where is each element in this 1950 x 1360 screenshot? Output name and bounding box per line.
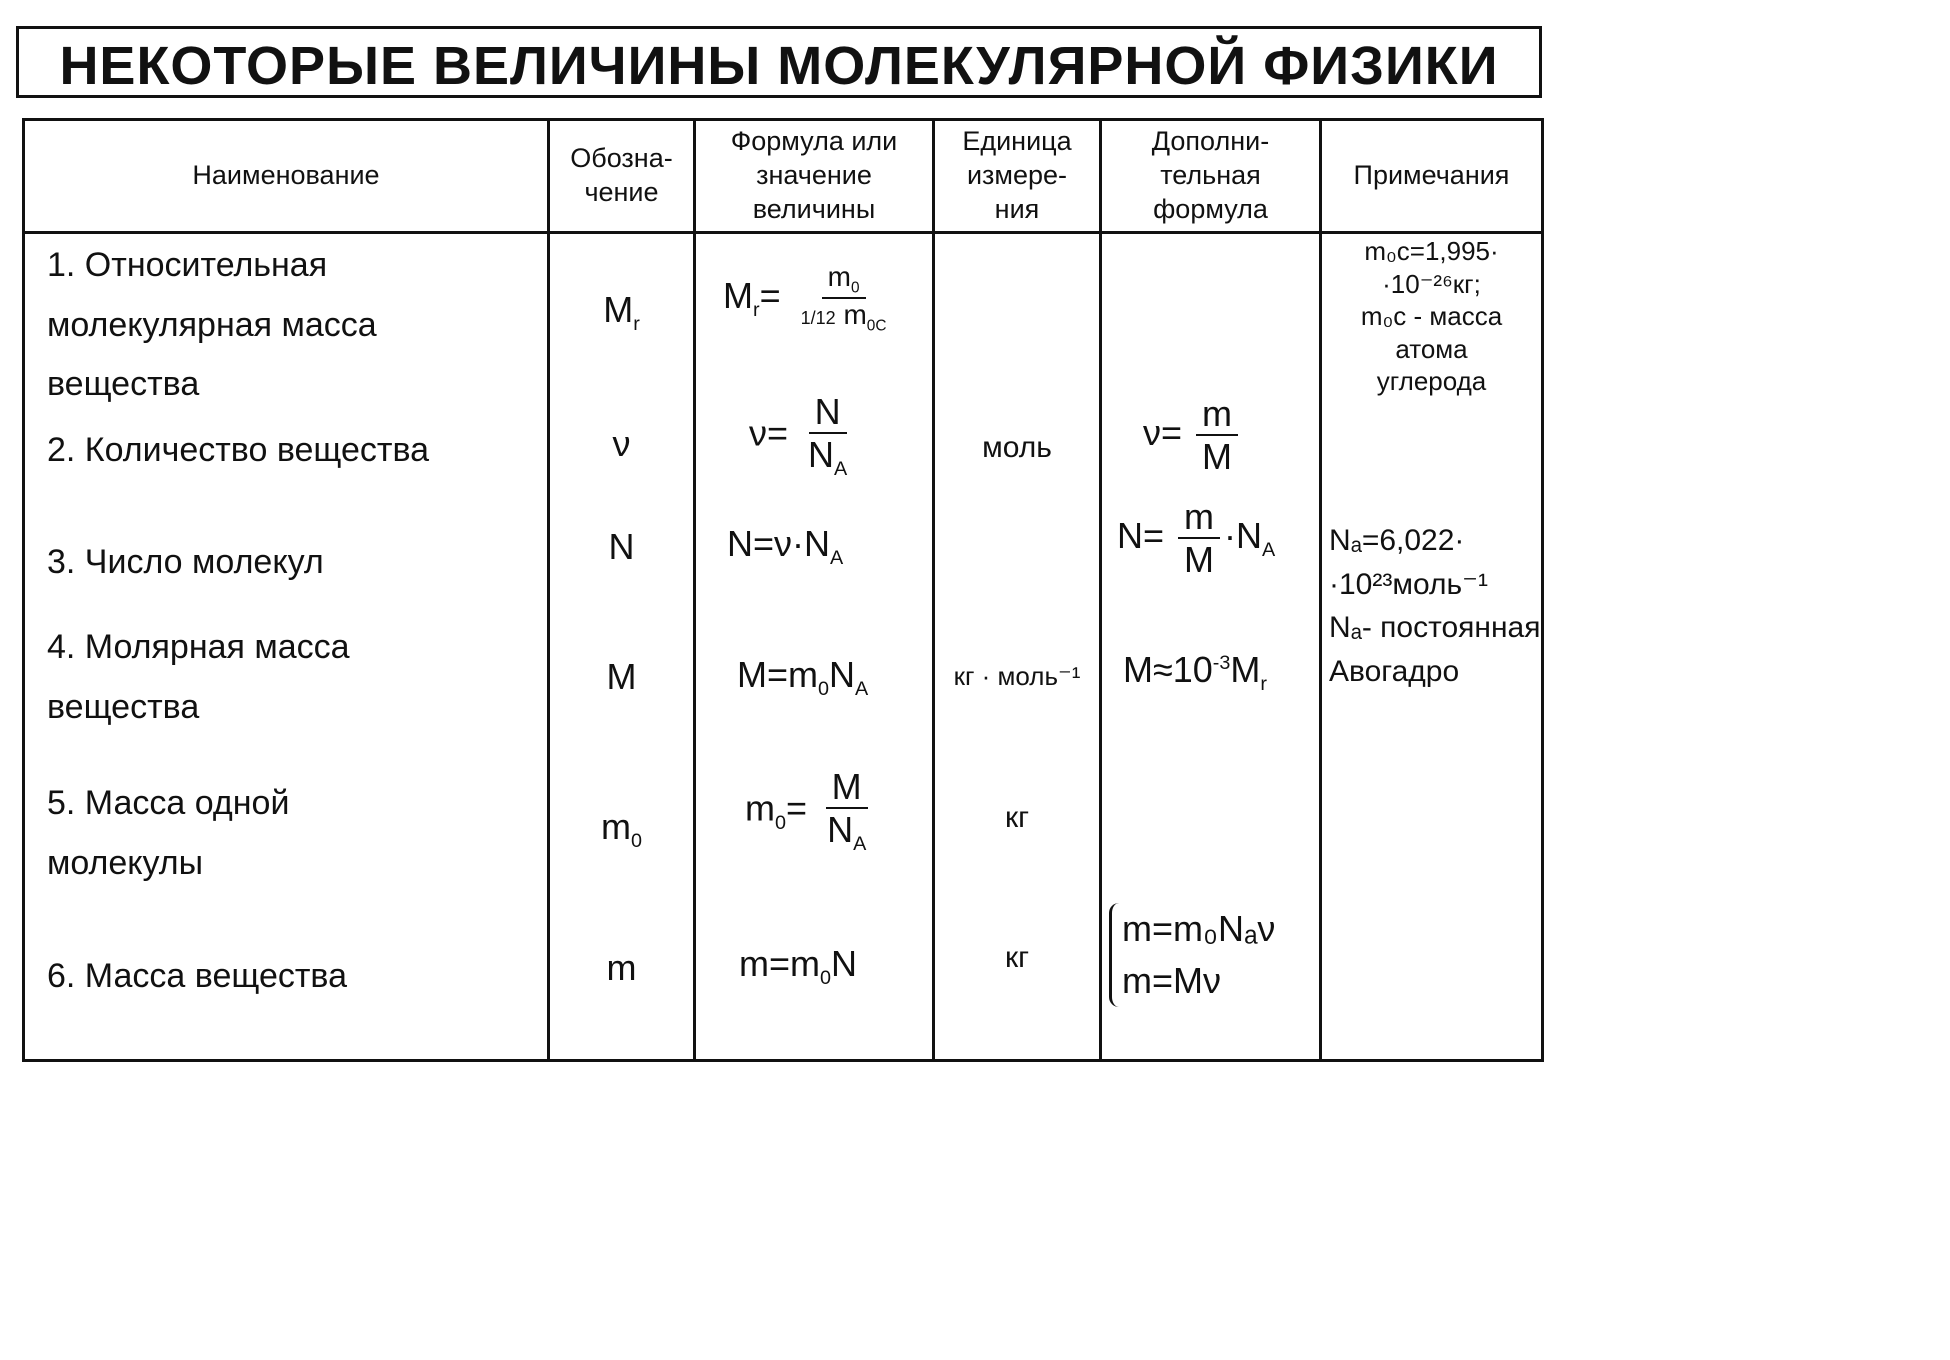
- row-3-symbol: N: [608, 526, 635, 567]
- column-divider: [932, 121, 935, 1059]
- row-6-unit: кг: [1004, 941, 1030, 974]
- row-3-extra-formula: N= $\frac{m}{M}$ $\cdot N_A$: [1117, 496, 1276, 581]
- header-unit: Единица измере- ния: [962, 126, 1072, 224]
- row-3-name: 3. Число молекул: [47, 543, 324, 581]
- header-extra: Дополни- тельная формула: [1151, 126, 1270, 224]
- title-box: [16, 26, 1542, 98]
- row-1-symbol: $M_r$: [603, 289, 640, 336]
- row-5-name: 5. Масса одной молекулы: [47, 784, 290, 882]
- row-2-name: 2. Количество вещества: [47, 431, 430, 469]
- header-name: Наименование: [192, 160, 380, 191]
- column-divider: [1099, 121, 1102, 1059]
- row-2-unit: моль: [982, 431, 1052, 464]
- row-5-symbol: $m_0$: [600, 806, 642, 853]
- row-3-formula: $N=\nu\cdot N_A$: [727, 523, 844, 570]
- row-2-formula: ν= $\frac{N}{N_A}$: [749, 391, 848, 481]
- row-5-unit: кг: [1004, 801, 1030, 834]
- row-6-extra-line-2: m=Mν: [1122, 960, 1221, 1002]
- row-6-extra-formula: [1109, 903, 1275, 1007]
- header-divider: [25, 231, 1541, 234]
- row-2-symbol: ν: [612, 423, 631, 464]
- row-1-name: 1. Относительная молекулярная масса вещества: [47, 246, 377, 403]
- row-4-extra-formula: $M\approx 10^{-3}M_r$: [1123, 649, 1267, 696]
- row-5-formula: $m_0=$ $\frac{M}{N_A}$: [745, 766, 867, 856]
- header-formula: Формула или значение величины: [730, 126, 898, 224]
- row-4-formula: $M=m_0N_A$: [737, 654, 869, 701]
- row-1-note: m₀c=1,995· ·10⁻²⁶кг; m₀c - масса атома углерода: [1360, 236, 1503, 396]
- row-6-formula: $m=m_0N$: [739, 943, 858, 990]
- row-1-formula: $M_r=$ $\frac{m_0}{1/12 m_{0C}}$: [723, 261, 887, 335]
- row-2-extra-formula: ν= $\frac{m}{M}$: [1143, 393, 1242, 478]
- row-6-name: 6. Масса вещества: [47, 957, 348, 995]
- row-4-unit: кг · моль⁻¹: [953, 661, 1081, 691]
- row-4-name: 4. Молярная масса вещества: [47, 628, 350, 726]
- row-4-symbol: M: [606, 656, 637, 697]
- page-title: НЕКОТОРЫЕ ВЕЛИЧИНЫ МОЛЕКУЛЯРНОЙ ФИЗИКИ: [59, 36, 1499, 96]
- quantities-table: [22, 118, 1544, 1062]
- column-divider: [693, 121, 696, 1059]
- header-notes: Примечания: [1353, 160, 1510, 191]
- column-divider: [547, 121, 550, 1059]
- row-3-note: Nₐ=6,022· ·10²³моль⁻¹ Nₐ- постоянная Авогадро: [1329, 524, 1541, 688]
- header-symbol: Обозна- чение: [570, 143, 673, 207]
- row-6-extra-line-1: m=m₀Nₐν: [1122, 908, 1276, 949]
- row-6-symbol: m: [606, 947, 637, 988]
